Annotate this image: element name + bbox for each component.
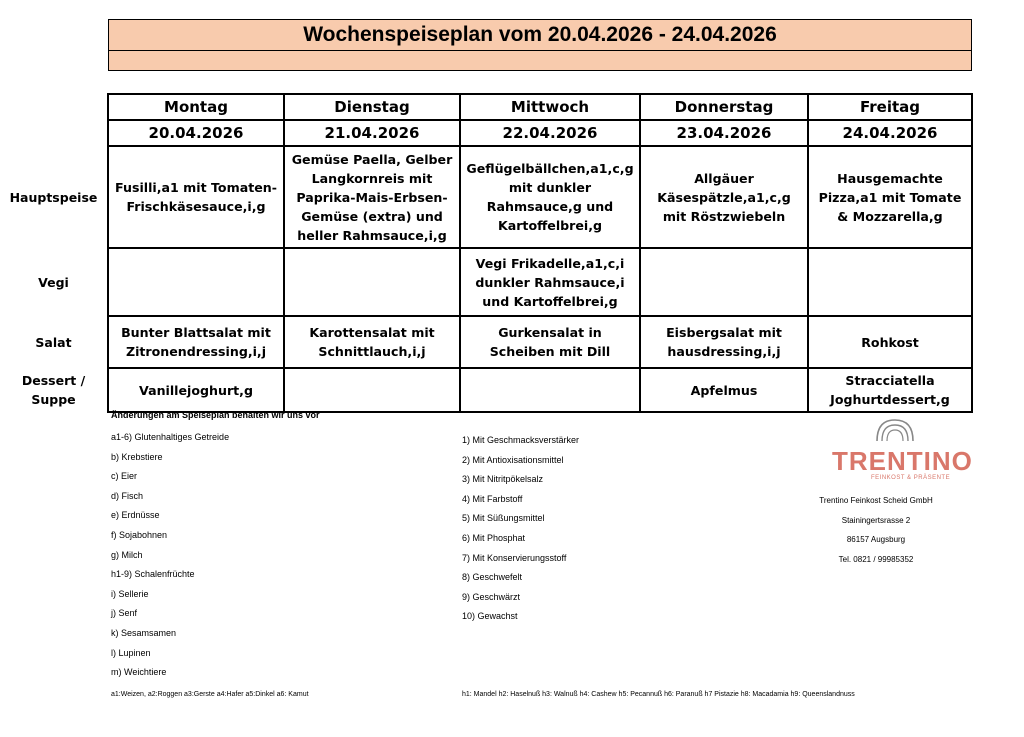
company-city: 86157 Augsburg	[846, 535, 906, 544]
meal-cell	[284, 368, 460, 412]
legend-item: h1-9) Schalenfrüchte	[111, 569, 195, 580]
legend-item: 7) Mit Konservierungsstoff	[462, 552, 567, 563]
date-thursday: 23.04.2026	[640, 120, 808, 146]
row-label-salat: Salat	[35, 334, 72, 350]
row-label-hauptspeise: Hauptspeise	[9, 189, 98, 205]
meal-cell	[640, 248, 808, 316]
row-label-dessert-suppe: Dessert / Suppe	[21, 373, 86, 407]
meal-cell: Vegi Frikadelle,a1,c,i dunkler Rahmsauce,i und Kartoffelbrei,g	[460, 248, 640, 316]
arch-icon	[875, 418, 915, 442]
day-header-tuesday: Dienstag	[284, 94, 460, 120]
meal-cell: Geflügelbällchen,a1,c,g mit dunkler Rahmsauce,g und Kartoffelbrei,g	[460, 146, 640, 248]
company-phone: Tel. 0821 / 99985352	[838, 554, 914, 564]
day-header-wednesday: Mittwoch	[460, 94, 640, 120]
legend-item: 6) Mit Phosphat	[462, 532, 526, 543]
meal-cell: Vanillejoghurt,g	[108, 368, 284, 412]
corner-cell	[0, 120, 108, 146]
meal-cell	[460, 368, 640, 412]
meal-cell: Karottensalat mit Schnittlauch,i,j	[284, 316, 460, 368]
day-header-thursday: Donnerstag	[640, 94, 808, 120]
company-name: Trentino Feinkost Scheid GmbH	[819, 496, 933, 505]
meal-cell	[808, 248, 972, 316]
meal-cell	[108, 248, 284, 316]
logo-name: TRENTINO	[832, 446, 973, 476]
legend-item: l) Lupinen	[111, 647, 151, 658]
legend-item: 5) Mit Süßungsmittel	[462, 513, 545, 524]
legend-item: j) Senf	[111, 608, 138, 619]
meal-cell: Gemüse Paella, Gelber Langkornreis mit Paprika-Mais-Erbsen-Gemüse (extra) und heller Rahmsauce,i,g	[284, 146, 460, 248]
plan-header	[108, 19, 972, 71]
meal-cell: Apfelmus	[640, 368, 808, 412]
footnote-nuts: h1: Mandel h2: Haselnuß h3: Walnuß h4: Cashew h5: Pecannuß h6: Paranuß h7 Pistazie h8: Macadamia h9: Queenslandnuss	[462, 691, 855, 698]
legend-item: 9) Geschwärzt	[462, 591, 521, 602]
legend-item: 10) Gewachst	[462, 611, 518, 622]
company-info	[806, 495, 946, 573]
meal-cell: Bunter Blattsalat mit Zitronendressing,i,j	[108, 316, 284, 368]
meal-cell: Hausgemachte Pizza,a1 mit Tomate & Mozzarella,g	[808, 146, 972, 248]
footnote-grains: a1:Weizen, a2:Roggen a3:Gerste a4:Hafer a5:Dinkel a6: Kamut	[111, 691, 309, 698]
date-friday: 24.04.2026	[808, 120, 972, 146]
meal-cell	[284, 248, 460, 316]
allergen-legend	[111, 431, 229, 686]
date-tuesday: 21.04.2026	[284, 120, 460, 146]
logo-subtitle: FEINKOST & PRÄSENTE	[871, 475, 951, 481]
meal-cell: Allgäuer Käsespätzle,a1,c,g mit Röstzwiebeln	[640, 146, 808, 248]
legend-item: i) Sellerie	[111, 588, 149, 599]
day-header-friday: Freitag	[808, 94, 972, 120]
meal-cell: Rohkost	[808, 316, 972, 368]
page-title: Wochenspeiseplan vom 20.04.2026 - 24.04.2026	[109, 20, 971, 51]
legend-item: b) Krebstiere	[111, 451, 163, 462]
date-monday: 20.04.2026	[108, 120, 284, 146]
legend-item: 4) Mit Farbstoff	[462, 493, 523, 504]
legend-item: 8) Geschwefelt	[462, 572, 523, 583]
legend-item: m) Weichtiere	[111, 667, 167, 678]
meal-cell: Gurkensalat in Scheiben mit Dill	[460, 316, 640, 368]
legend-item: d) Fisch	[111, 490, 144, 501]
legend-item: e) Erdnüsse	[111, 510, 160, 521]
legend-item: c) Eier	[111, 471, 138, 482]
menu-table	[0, 93, 973, 413]
meal-cell: Fusilli,a1 mit Tomaten-Frischkäsesauce,i,g	[108, 146, 284, 248]
company-street: Stainingertsrasse 2	[841, 515, 911, 525]
meal-cell: Stracciatella Joghurtdessert,g	[808, 368, 972, 412]
change-notice: Änderungen am Speiseplan behalten wir uns vor	[111, 410, 320, 420]
legend-item: k) Sesamsamen	[111, 627, 177, 638]
date-wednesday: 22.04.2026	[460, 120, 640, 146]
legend-item: 3) Mit Nitritpökelsalz	[462, 474, 544, 485]
row-label-vegi: Vegi	[38, 274, 69, 290]
legend-item: 1) Mit Geschmacksverstärker	[462, 435, 580, 445]
legend-item: f) Sojabohnen	[111, 529, 168, 540]
meal-cell: Eisbergsalat mit hausdressing,i,j	[640, 316, 808, 368]
corner-cell	[0, 94, 108, 120]
legend-item: 2) Mit Antioxisationsmittel	[462, 454, 564, 465]
additive-legend	[462, 434, 579, 630]
day-header-monday: Montag	[108, 94, 284, 120]
legend-item: g) Milch	[111, 549, 143, 560]
legend-item: a1-6) Glutenhaltiges Getreide	[111, 432, 230, 442]
